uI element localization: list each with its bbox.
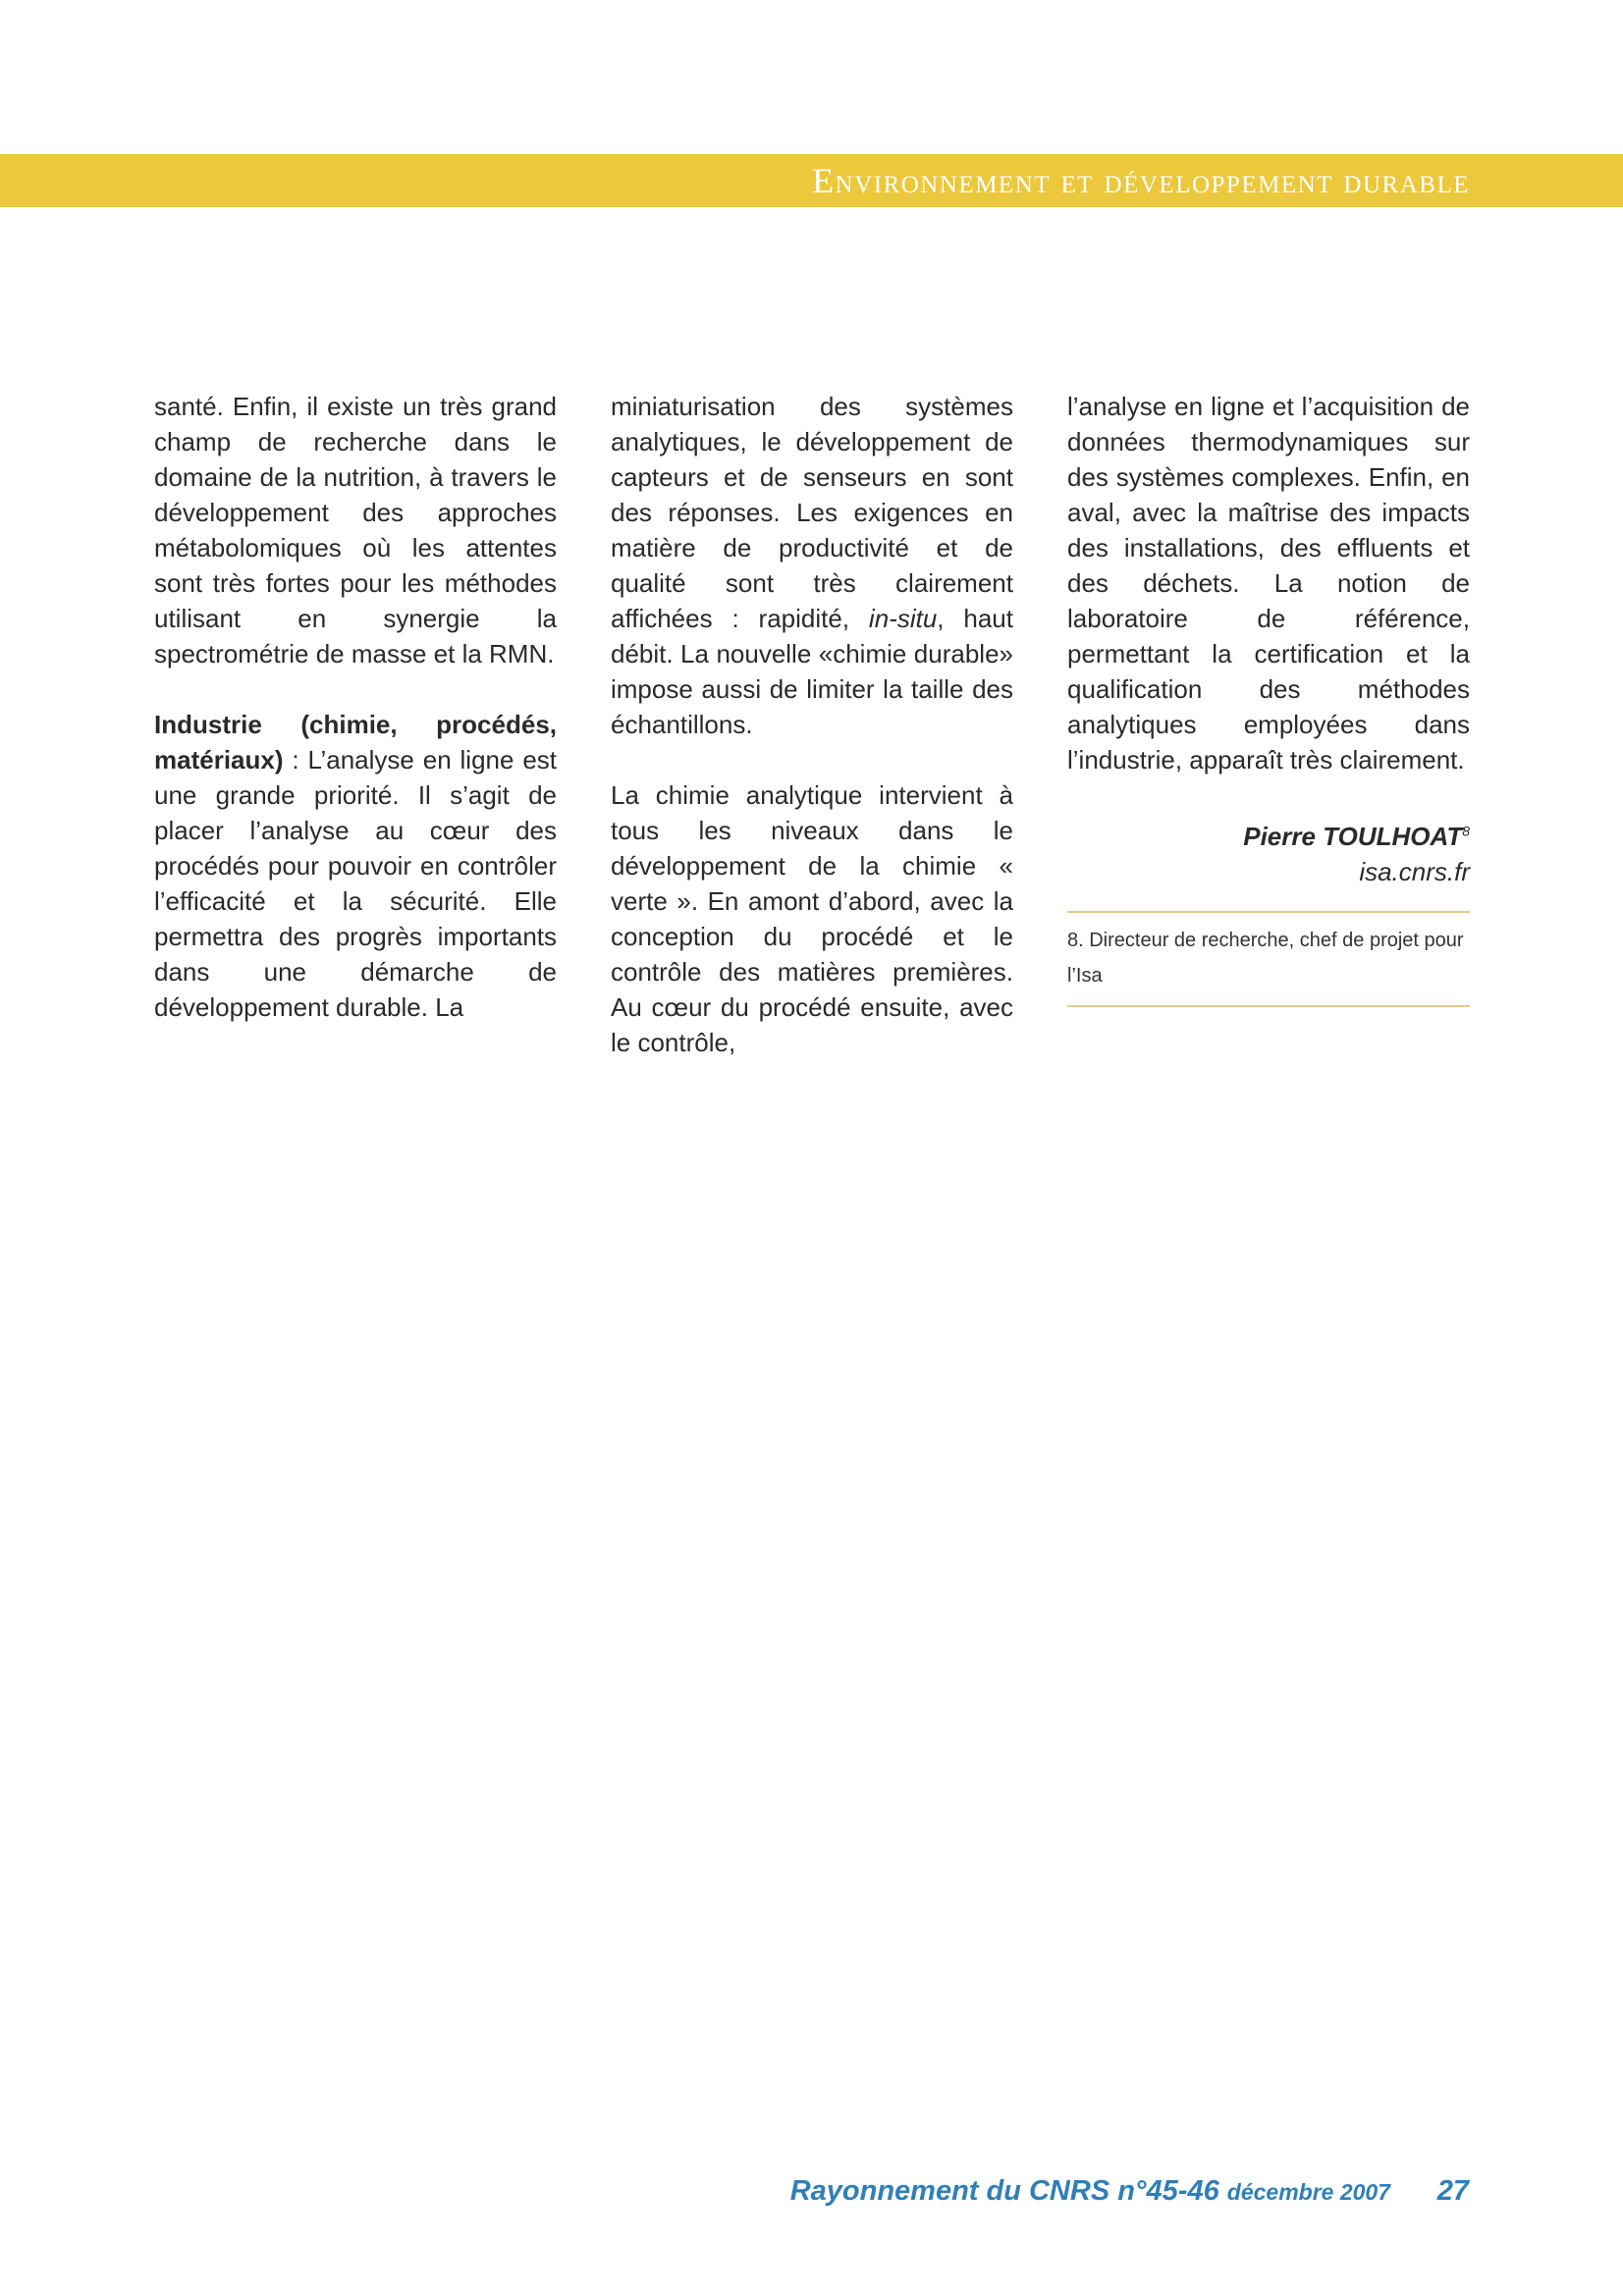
journal-name: Rayonnement du CNRS n°45-46 — [789, 2175, 1219, 2207]
text-column-1 — [154, 389, 557, 1025]
signature — [1067, 813, 1470, 889]
author-text: Pierre TOULHOAT — [1243, 821, 1463, 851]
page-number: 27 — [1436, 2175, 1469, 2207]
paragraph-text: , haut débit. La nouvelle «chimie durable» impose aussi de limiter la taille des échantillons. — [611, 604, 1013, 739]
footnote: 8. Directeur de recherche, chef de projet pour l’Isa — [1067, 929, 1464, 987]
paragraph — [154, 707, 557, 1025]
author-name — [1243, 822, 1470, 851]
website-link[interactable]: isa.cnrs.fr — [1359, 856, 1470, 886]
italic-term: in-situ — [868, 604, 938, 633]
paragraph: La chimie analytique intervient à tous les niveaux dans le développement de la chimie « verte ». En amont d’abord, avec la conception du procédé et le contrôle des matières premières. Au cœur du procédé ensuite, avec le contrôle, — [611, 780, 1013, 1057]
footnote-divider — [1067, 1005, 1470, 1007]
section-banner — [0, 154, 1623, 207]
paragraph-text: : L’analyse en ligne est une grande priorité. Il s’agit de placer l’analyse au cœur des procédés pour pouvoir en contrôler l’efficacité et la sécurité. Elle permettra des progrès importants dans une démarche de développement durable. La — [154, 745, 557, 1022]
journal-title — [790, 2175, 1390, 2208]
paragraph-heading: Industrie (chimie, procédés, matériaux) — [154, 710, 557, 774]
paragraph: santé. Enfin, il existe un très grand champ de recherche dans le domaine de la nutrition, à travers le développement des approches métabolomiques où les attentes sont très fortes pour les méthodes utilisant en synergie la spectrométrie de masse et la RMN. — [154, 392, 557, 668]
text-column-3 — [1067, 389, 1470, 1007]
paragraph — [611, 389, 1013, 742]
paragraph: l’analyse en ligne et l’acquisition de données thermodynamiques sur des systèmes complexes. Enfin, en aval, avec la maîtrise des impacts des installations, des effluents et des déchets. La notion de laboratoire de référence, permettant la certification et la qualification des méthodes analytiques employées dans l’industrie, apparaît très clairement. — [1067, 392, 1470, 774]
text-column-2 — [611, 389, 1013, 1060]
issue-date: décembre 2007 — [1226, 2179, 1390, 2205]
paragraph-text: miniaturisation des systèmes analytiques, le développement de capteurs et de senseurs en sont des réponses. Les exigences en matière de productivité et de qualité sont très clairement affichées : rapidité, — [611, 392, 1013, 633]
section-title: Environnement et développement durable — [812, 161, 1470, 200]
footnote-ref: 8 — [1462, 823, 1470, 838]
page-footer — [0, 2171, 1623, 2215]
